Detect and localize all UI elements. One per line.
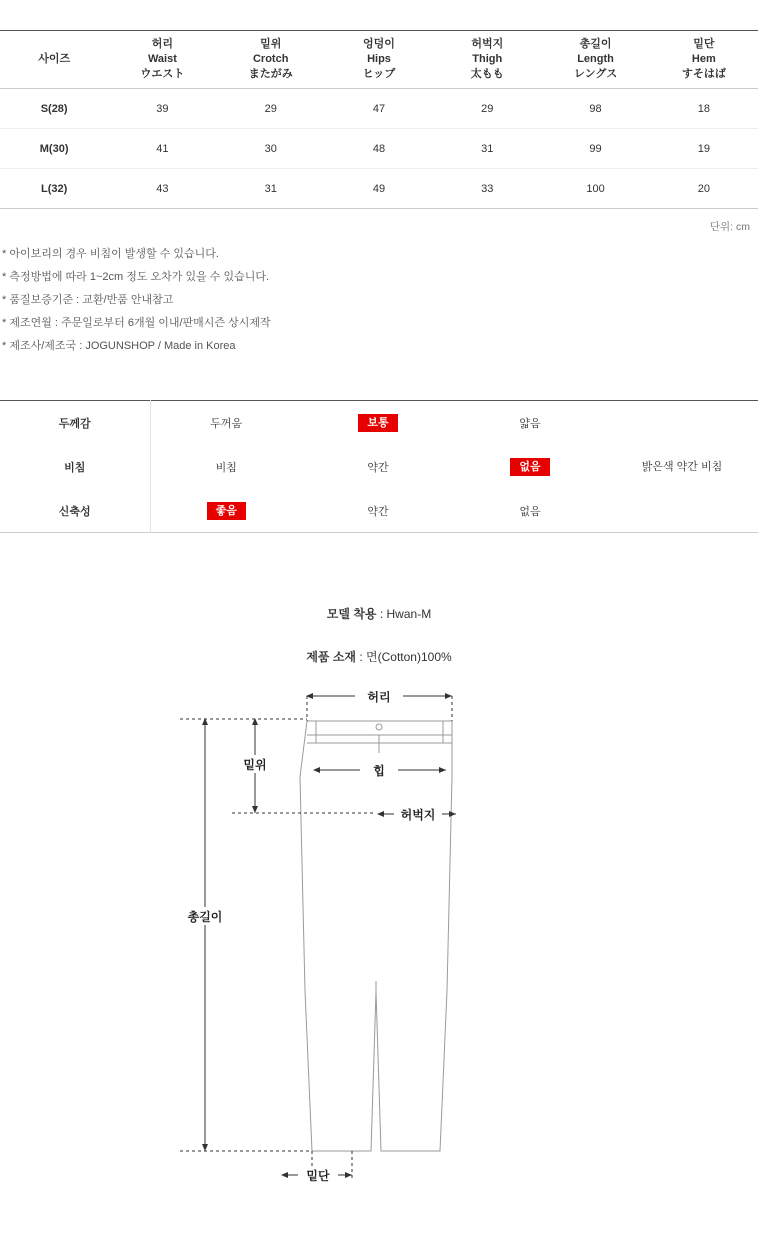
column-header-crotch	[217, 31, 325, 89]
label-crotch: 밑위	[243, 758, 267, 773]
cell-hips: 47	[325, 89, 433, 129]
dimension-hem	[282, 1151, 352, 1184]
property-option-none: 없음	[519, 505, 541, 518]
column-header-length-jp: レングス	[573, 67, 618, 80]
column-header-hem-en: Hem	[691, 53, 716, 66]
measurement-unit-label: 단위: cm	[709, 221, 750, 233]
diagram-svg	[0, 691, 758, 1191]
column-header-crotch-en: Crotch	[252, 53, 289, 66]
pants-outline	[300, 721, 452, 1151]
dimension-thigh	[378, 805, 456, 823]
dimension-length	[178, 719, 312, 1151]
model-wearing-value: Hwan-M	[386, 607, 432, 622]
label-thigh: 허벅지	[400, 808, 436, 823]
property-option-sheer: 비침	[215, 461, 237, 474]
cell-crotch: 29	[217, 89, 325, 129]
cell-thigh: 33	[433, 169, 541, 209]
material-label: 제품 소재	[306, 650, 357, 665]
fabric-properties-table	[0, 400, 758, 533]
cell-thigh: 31	[433, 129, 541, 169]
label-waist: 허리	[367, 691, 391, 705]
list-item: * 제조연월 : 주문일로부터 6개월 이내/판매시즌 상시제작	[2, 317, 271, 330]
cell-thigh: 29	[433, 89, 541, 129]
label-hips: 힙	[373, 764, 385, 779]
property-label-sheerness: 비침	[0, 445, 150, 489]
column-header-thigh	[433, 31, 541, 89]
column-header-waist-en: Waist	[147, 53, 177, 66]
column-header-hem-kr: 밑단	[693, 38, 715, 51]
column-header-size-kr: 사이즈	[38, 53, 71, 66]
cell-hips: 48	[325, 129, 433, 169]
column-header-thigh-jp: 太もも	[470, 67, 504, 80]
cell-length: 98	[541, 89, 649, 129]
column-header-hips-en: Hips	[367, 53, 391, 66]
status-badge: 보통	[358, 414, 397, 432]
model-wearing-line	[0, 605, 758, 622]
property-option-good	[150, 489, 302, 533]
label-length: 총길이	[187, 910, 223, 925]
cell-waist: 39	[108, 89, 216, 129]
column-header-waist	[108, 31, 216, 89]
fabric-properties-section	[0, 400, 758, 533]
table-row	[0, 169, 758, 209]
column-header-hem	[650, 31, 758, 89]
column-header-crotch-kr: 밑위	[260, 38, 282, 51]
property-note-sheerness: 밝은색 약간 비침	[641, 460, 723, 473]
cell-size: M(30)	[0, 129, 108, 169]
column-header-size	[0, 31, 108, 89]
cell-length: 99	[541, 129, 649, 169]
cell-crotch: 30	[217, 129, 325, 169]
dimension-hips	[314, 761, 446, 779]
property-label-thickness: 두께감	[0, 401, 150, 445]
status-badge: 좋음	[207, 502, 246, 520]
material-separator: :	[359, 650, 367, 665]
size-table	[0, 30, 758, 209]
list-item: * 아이보리의 경우 비침이 발생할 수 있습니다.	[2, 248, 219, 260]
cell-hips: 49	[325, 169, 433, 209]
cell-hem: 20	[650, 169, 758, 209]
property-option-slight: 약간	[367, 461, 389, 474]
property-note-elasticity	[606, 489, 758, 533]
size-table-header-row	[0, 31, 758, 89]
model-wearing-label: 모델 착용	[326, 607, 377, 622]
dimension-crotch	[180, 719, 376, 813]
column-header-hips-kr: 엉덩이	[363, 38, 395, 51]
column-header-length	[541, 31, 649, 89]
model-wearing-separator: :	[379, 607, 387, 622]
size-table-head	[0, 31, 758, 89]
product-size-guide-page	[0, 30, 758, 1234]
column-header-length-en: Length	[577, 53, 614, 66]
list-item: * 측정방법에 따라 1~2cm 정도 오차가 있을 수 있습니다.	[2, 271, 270, 284]
cell-waist: 41	[108, 129, 216, 169]
size-table-body	[0, 89, 758, 209]
property-option-thick: 두꺼움	[210, 418, 243, 431]
label-hem: 밑단	[306, 1169, 330, 1184]
table-row	[0, 129, 758, 169]
list-item: * 제조사/제조국 : JOGUNSHOP / Made in Korea	[2, 340, 236, 353]
material-line	[0, 648, 758, 665]
status-badge: 없음	[510, 458, 549, 476]
table-row	[0, 489, 758, 533]
property-label-elasticity: 신축성	[0, 489, 150, 533]
model-info-section	[0, 605, 758, 665]
property-option-slight: 약간	[367, 505, 389, 518]
column-header-thigh-kr: 허벅지	[471, 38, 504, 51]
list-item: * 품질보증기준 : 교환/반품 안내참고	[2, 294, 174, 307]
cell-waist: 43	[108, 169, 216, 209]
property-option-medium	[302, 401, 454, 445]
column-header-waist-kr: 허리	[151, 38, 174, 51]
column-header-hem-jp: すそはば	[681, 67, 726, 80]
property-note-thickness	[606, 401, 758, 445]
cell-crotch: 31	[217, 169, 325, 209]
material-value: 면(Cotton)100%	[366, 650, 452, 665]
column-header-hips	[325, 31, 433, 89]
column-header-waist-jp: ウエスト	[140, 67, 185, 80]
column-header-hips-jp: ヒップ	[362, 67, 396, 80]
product-notes-list	[0, 248, 758, 352]
cell-length: 100	[541, 169, 649, 209]
table-row	[0, 401, 758, 445]
dimension-waist	[307, 691, 452, 721]
table-row	[0, 89, 758, 129]
property-option-thin: 얇음	[519, 418, 541, 431]
cell-size: S(28)	[0, 89, 108, 129]
column-header-thigh-en: Thigh	[472, 53, 503, 66]
table-row	[0, 445, 758, 489]
column-header-crotch-jp: またがみ	[248, 67, 293, 80]
pants-measurement-diagram	[0, 691, 758, 1191]
column-header-length-kr: 총길이	[579, 38, 612, 51]
cell-hem: 18	[650, 89, 758, 129]
cell-hem: 19	[650, 129, 758, 169]
cell-size: L(32)	[0, 169, 108, 209]
property-option-none	[454, 445, 606, 489]
